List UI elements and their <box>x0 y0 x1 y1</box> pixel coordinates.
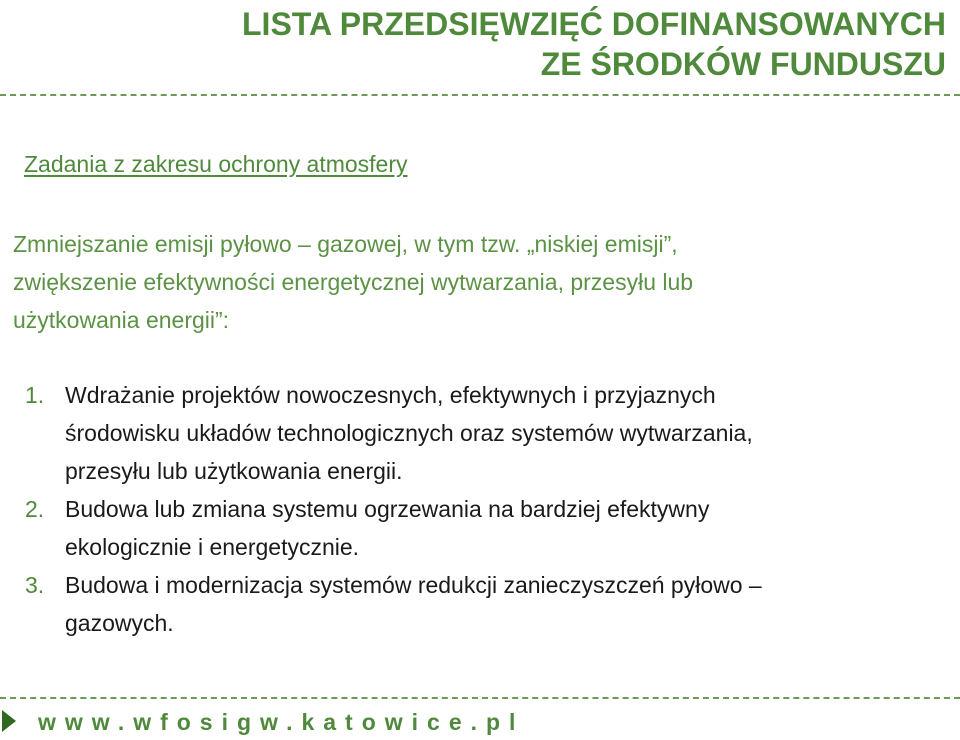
intro-paragraph <box>13 225 933 339</box>
footer-url: www.wfosigw.katowice.pl <box>38 709 525 735</box>
list-item-line: Budowa lub zmiana systemu ogrzewania na bardziej efektywny <box>65 496 710 522</box>
list-item-number: 2. <box>25 496 45 522</box>
project-list <box>0 376 960 642</box>
intro-line-3: użytkowania energii”: <box>13 307 230 333</box>
page-title <box>242 4 946 84</box>
arrow-right-icon <box>2 710 16 732</box>
list-item-line: gazowych. <box>65 610 174 636</box>
list-item-number: 3. <box>25 572 45 598</box>
list-item-1 <box>0 376 960 490</box>
list-item-line: Wdrażanie projektów nowoczesnych, efektywnych i przyjaznych <box>65 382 716 408</box>
intro-line-1: Zmniejszanie emisji pyłowo – gazowej, w tym tzw. „niskiej emisji”, <box>13 231 678 257</box>
list-item-line: Budowa i modernizacja systemów redukcji zanieczyszczeń pyłowo – <box>65 572 762 598</box>
list-item-line: ekologicznie i energetycznie. <box>65 534 360 560</box>
bottom-divider <box>0 697 960 699</box>
intro-line-2: zwiększenie efektywności energetycznej wytwarzania, przesyłu lub <box>13 269 694 295</box>
section-heading: Zadania z zakresu ochrony atmosfery <box>24 151 408 177</box>
top-divider <box>0 94 960 96</box>
footer <box>0 704 960 740</box>
page-title-line-2: ZE ŚRODKÓW FUNDUSZU <box>540 46 946 82</box>
list-item-line: środowisku układów technologicznych oraz systemów wytwarzania, <box>65 420 753 446</box>
list-item-line: przesyłu lub użytkowania energii. <box>65 458 403 484</box>
list-item-number: 1. <box>25 382 45 408</box>
list-item-2 <box>0 490 960 566</box>
list-item-3 <box>0 566 960 642</box>
page-title-line-1: LISTA PRZEDSIĘWZIĘĆ DOFINANSOWANYCH <box>242 6 946 42</box>
